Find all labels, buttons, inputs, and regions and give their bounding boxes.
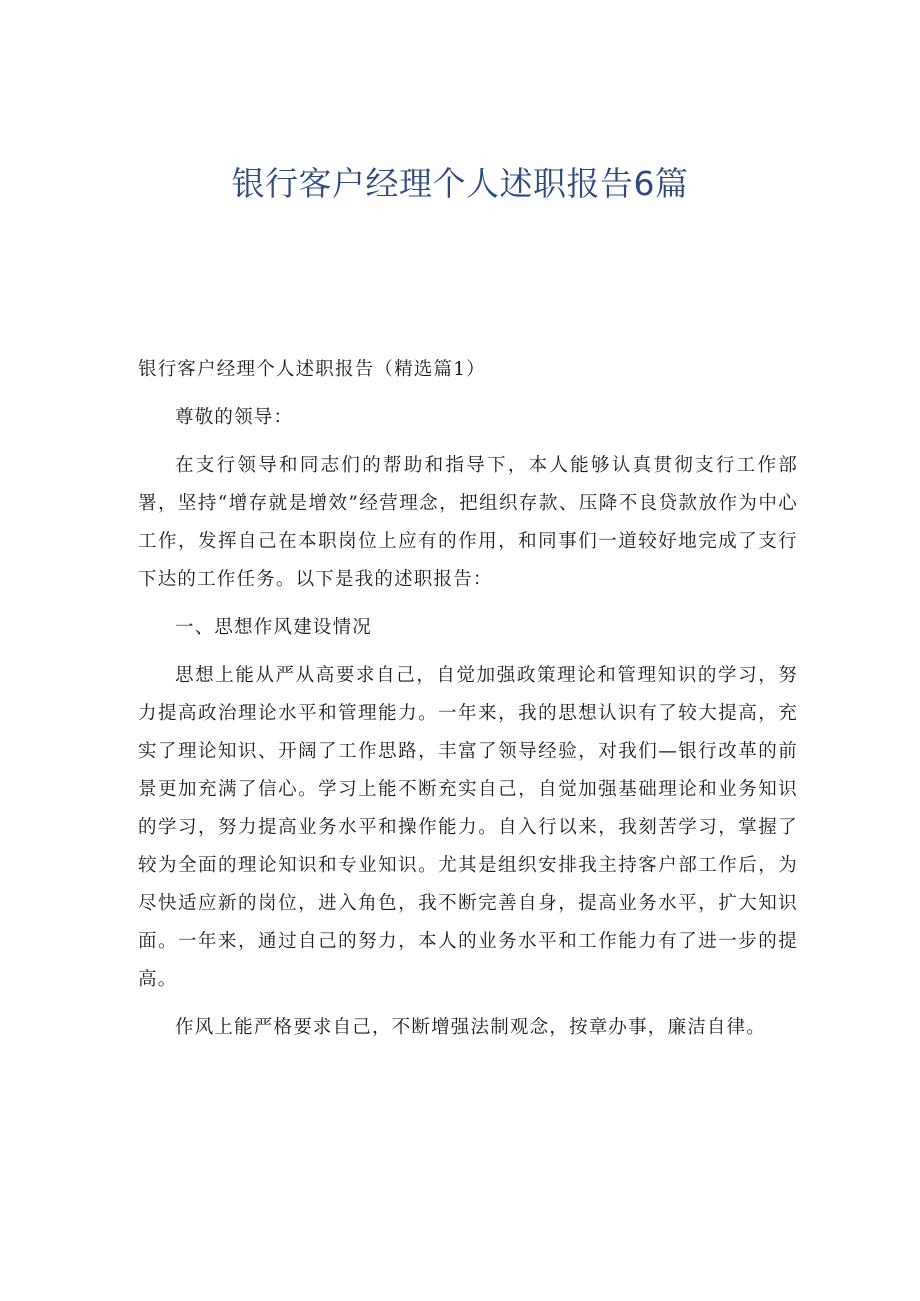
body-paragraph-thought: 思想上能从严从高要求自己，自觉加强政策理论和管理知识的学习，努力提高政治理论水平和管理能力。一年来，我的思想认识有了较大提高，充实了理论知识、开阔了工作思路，丰富了领导经验，对我们—银行改革的前景更加充满了信心。学习上能不断充实自己，自觉加强基础理论和业务知识的学习，努力提高业务水平和操作能力。自入行以来，我刻苦学习，掌握了较为全面的理论知识和专业知识。尤其是组织安排我主持客户部工作后，为尽快适应新的岗位，进入角色，我不断完善自身，提高业务水平，扩大知识面。一年来，通过自己的努力，本人的业务水平和工作能力有了进一步的提高。 (138, 665, 798, 990)
body-paragraph-intro: 在支行领导和同志们的帮助和指导下，本人能够认真贯彻支行工作部署，坚持“增存就是增效”经营理念，把组织存款、压降不良贷款放作为中心工作，发挥自己在本职岗位上应有的作用，和同事们一道较好地完成了支行下达的工作任务。以下是我的述职报告： (138, 455, 798, 590)
subsection-heading: 一、思想作风建设情况 (175, 617, 373, 638)
body-paragraph-style: 作风上能严格要求自己，不断增强法制观念，按章办事，廉洁自律。 (175, 1017, 767, 1038)
document-body (138, 351, 798, 1057)
section-title: 银行客户经理个人述职报告（精选篇1） (138, 359, 486, 380)
document-title: 银行客户经理个人述职报告6篇 (231, 164, 689, 203)
salutation: 尊敬的领导： (175, 407, 294, 428)
